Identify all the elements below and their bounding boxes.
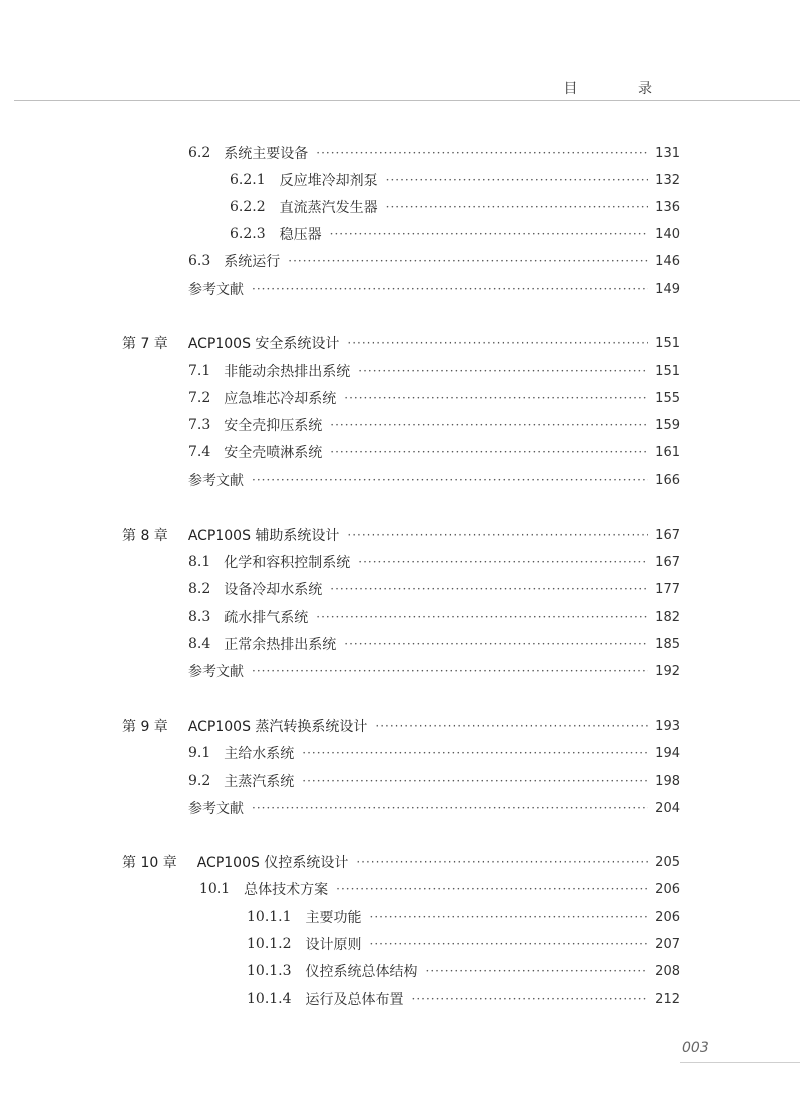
toc-entry-page: 136 (655, 199, 680, 215)
toc-entry-number: 10.1 (199, 881, 231, 897)
toc-entry-6-2-2[interactable] (230, 196, 680, 218)
toc-leader-dots (316, 146, 648, 160)
toc-entry-title: 参考文献 (188, 664, 244, 680)
toc-entry-6-2[interactable] (188, 142, 680, 164)
toc-chapter-9[interactable] (122, 715, 680, 737)
toc-entry-title: 安全壳喷淋系统 (224, 445, 323, 461)
toc-entry-number: 10.1.1 (247, 909, 292, 925)
toc-entry-references-7[interactable] (188, 469, 680, 491)
toc-entry-title: 参考文献 (188, 801, 244, 817)
toc-entry-page: 167 (655, 554, 680, 570)
toc-entry-10-1-4[interactable] (247, 988, 680, 1010)
toc-entry-number: 7.1 (188, 363, 211, 379)
toc-entry-title: 化学和容积控制系统 (224, 555, 351, 571)
toc-chapter-title: ACP100S 蒸汽转换系统设计 (187, 719, 368, 735)
toc-entry-10-1-1[interactable] (247, 906, 680, 928)
toc-entry-number: 8.3 (188, 609, 211, 625)
toc-entry-title: 反应堆冷却剂泵 (279, 173, 378, 189)
toc-entry-title: 主要功能 (305, 910, 362, 926)
toc-chapter-number: 第 9 章 (122, 719, 168, 735)
toc-entry-7-3[interactable] (188, 414, 680, 436)
toc-entry-title: 直流蒸汽发生器 (279, 200, 378, 216)
toc-leader-dots (358, 555, 648, 569)
toc-entry-number: 10.1.4 (247, 991, 292, 1007)
toc-entry-7-4[interactable] (188, 441, 680, 463)
toc-entry-title: 运行及总体布置 (305, 992, 404, 1008)
toc-entry-number: 7.4 (188, 444, 211, 460)
toc-entry-number: 6.2.3 (230, 226, 266, 242)
toc-chapter-title: ACP100S 辅助系统设计 (187, 528, 340, 544)
toc-entry-number: 6.2.2 (230, 199, 266, 215)
toc-entry-title: 主蒸汽系统 (224, 774, 295, 790)
toc-entry-title: 疏水排气系统 (224, 610, 309, 626)
toc-leader-dots (252, 473, 648, 487)
toc-entry-number: 10.1.3 (247, 963, 292, 979)
toc-entry-page: 182 (655, 609, 680, 625)
toc-entry-page: 185 (655, 636, 680, 652)
toc-entry-title: 设备冷却水系统 (224, 582, 323, 598)
toc-leader-dots (288, 254, 648, 268)
toc-entry-page: 193 (655, 718, 680, 734)
toc-entry-title: 设计原则 (305, 937, 362, 953)
toc-leader-dots (375, 719, 648, 733)
toc-entry-number: 6.3 (188, 253, 211, 269)
toc-chapter-10[interactable] (122, 851, 680, 873)
toc-entry-title: 稳压器 (279, 227, 322, 243)
toc-leader-dots (252, 801, 648, 815)
toc-leader-dots (316, 610, 648, 624)
toc-entry-10-1-3[interactable] (247, 960, 680, 982)
toc-entry-page: 131 (655, 145, 680, 161)
toc-chapter-7[interactable] (122, 332, 680, 354)
toc-chapter-title: ACP100S 仪控系统设计 (196, 855, 349, 871)
toc-entry-title: 系统主要设备 (224, 146, 309, 162)
toc-entry-title: 非能动余热排出系统 (224, 364, 351, 380)
toc-entry-page: 161 (655, 444, 680, 460)
toc-entry-page: 208 (655, 963, 680, 979)
toc-entry-6-2-1[interactable] (230, 169, 680, 191)
toc-entry-page: 206 (655, 881, 680, 897)
toc-entry-references-8[interactable] (188, 660, 680, 682)
toc-leader-dots (302, 774, 648, 788)
toc-entry-number: 9.1 (188, 745, 211, 761)
toc-entry-number: 8.2 (188, 581, 211, 597)
toc-entry-8-3[interactable] (188, 606, 680, 628)
toc-leader-dots (426, 964, 648, 978)
toc-leader-dots (302, 746, 648, 760)
toc-entry-10-1[interactable] (199, 878, 680, 900)
toc-chapter-8[interactable] (122, 524, 680, 546)
running-header-title: 目 录 (563, 81, 680, 97)
page-number: 003 (682, 1040, 709, 1056)
toc-entry-title: 总体技术方案 (244, 882, 329, 898)
toc-leader-dots (370, 910, 648, 924)
toc-entry-number: 8.1 (188, 554, 211, 570)
toc-entry-page: 177 (655, 581, 680, 597)
toc-leader-dots (330, 227, 648, 241)
toc-leader-dots (252, 664, 648, 678)
toc-entry-8-2[interactable] (188, 578, 680, 600)
toc-leader-dots (347, 336, 648, 350)
toc-entry-references-9[interactable] (188, 797, 680, 819)
footer-divider (680, 1062, 800, 1063)
toc-entry-page: 155 (655, 390, 680, 406)
toc-chapter-number: 第 10 章 (122, 855, 177, 871)
toc-entry-title: 参考文献 (188, 282, 244, 298)
toc-entry-page: 151 (655, 363, 680, 379)
toc-entry-number: 7.2 (188, 390, 211, 406)
toc-leader-dots (344, 391, 648, 405)
toc-leader-dots (330, 445, 648, 459)
toc-entry-page: 149 (655, 281, 680, 297)
toc-entry-page: 159 (655, 417, 680, 433)
toc-entry-title: 主给水系统 (224, 746, 295, 762)
toc-entry-10-1-2[interactable] (247, 933, 680, 955)
toc-entry-page: 167 (655, 527, 680, 543)
toc-entry-8-4[interactable] (188, 633, 680, 655)
toc-entry-title: 安全壳抑压系统 (224, 418, 323, 434)
toc-entry-number: 6.2.1 (230, 172, 266, 188)
toc-entry-page: 205 (655, 854, 680, 870)
toc-entry-number: 9.2 (188, 773, 211, 789)
toc-entry-page: 207 (655, 936, 680, 952)
toc-entry-title: 仪控系统总体结构 (305, 964, 418, 980)
toc-leader-dots (386, 173, 648, 187)
toc-entry-page: 166 (655, 472, 680, 488)
toc-leader-dots (336, 882, 648, 896)
toc-entry-page: 206 (655, 909, 680, 925)
toc-chapter-number: 第 7 章 (122, 336, 168, 352)
toc-entry-title: 应急堆芯冷却系统 (224, 391, 337, 407)
toc-chapter-title: ACP100S 安全系统设计 (187, 336, 340, 352)
toc-entry-7-1[interactable] (188, 360, 680, 382)
toc-chapter-number: 第 8 章 (122, 528, 168, 544)
toc-leader-dots (412, 992, 648, 1006)
toc-entry-number: 8.4 (188, 636, 211, 652)
toc-entry-title: 参考文献 (188, 473, 244, 489)
toc-leader-dots (386, 200, 648, 214)
toc-entry-number: 6.2 (188, 145, 211, 161)
toc-entry-page: 132 (655, 172, 680, 188)
toc-entry-6-3[interactable] (188, 250, 680, 272)
toc-entry-page: 198 (655, 773, 680, 789)
toc-entry-page: 192 (655, 663, 680, 679)
toc-leader-dots (330, 582, 648, 596)
toc-entry-page: 151 (655, 335, 680, 351)
toc-entry-number: 7.3 (188, 417, 211, 433)
toc-entry-8-1[interactable] (188, 551, 680, 573)
toc-entry-references-6[interactable] (188, 278, 680, 300)
toc-leader-dots (347, 528, 648, 542)
toc-entry-page: 194 (655, 745, 680, 761)
toc-entry-page: 212 (655, 991, 680, 1007)
header-divider (14, 100, 800, 101)
toc-entry-9-1[interactable] (188, 742, 680, 764)
toc-entry-page: 146 (655, 253, 680, 269)
toc-leader-dots (356, 855, 648, 869)
toc-leader-dots (344, 637, 648, 651)
toc-leader-dots (330, 418, 648, 432)
toc-entry-9-2[interactable] (188, 770, 680, 792)
toc-entry-7-2[interactable] (188, 387, 680, 409)
toc-entry-title: 系统运行 (224, 254, 281, 270)
toc-entry-number: 10.1.2 (247, 936, 292, 952)
toc-entry-page: 140 (655, 226, 680, 242)
toc-leader-dots (252, 282, 648, 296)
toc-leader-dots (358, 364, 648, 378)
toc-entry-6-2-3[interactable] (230, 223, 680, 245)
toc-entry-page: 204 (655, 800, 680, 816)
toc-leader-dots (370, 937, 648, 951)
toc-entry-title: 正常余热排出系统 (224, 637, 337, 653)
